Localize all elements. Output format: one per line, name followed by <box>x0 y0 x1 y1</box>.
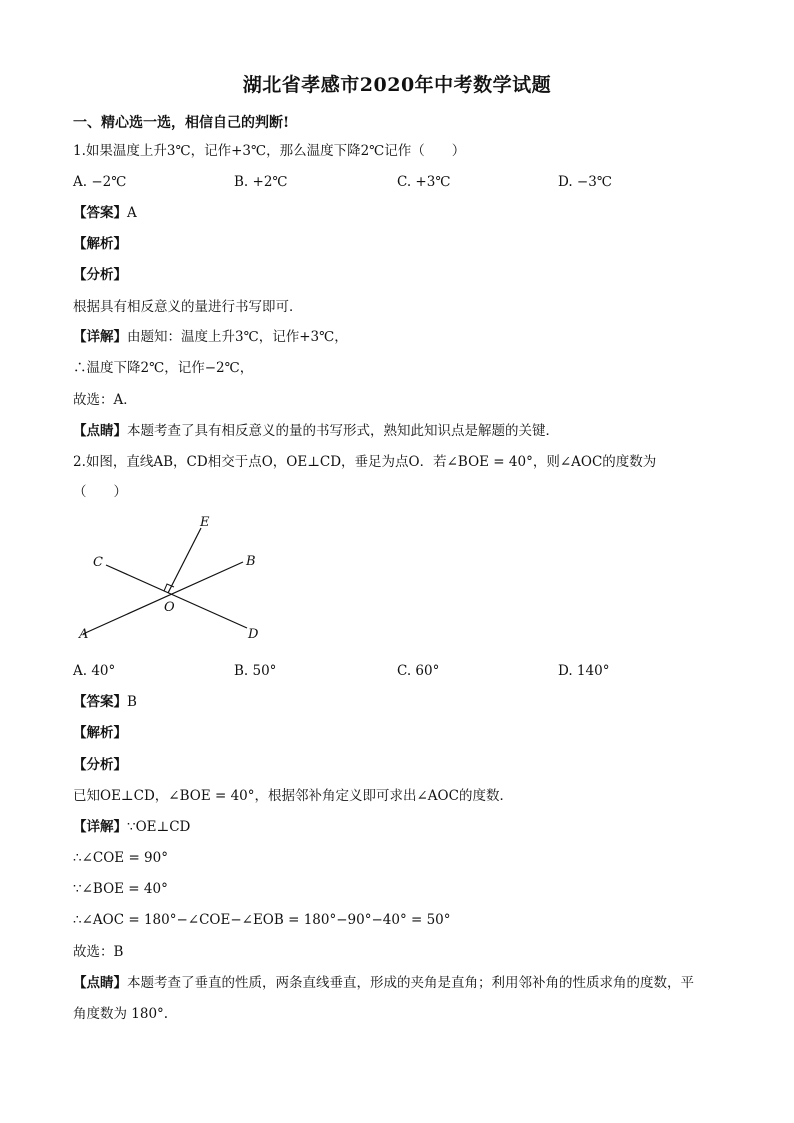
q2-choice: 故选：B <box>73 944 124 960</box>
q1-dianjing <box>73 421 559 441</box>
q2-option-b: B. 50° <box>234 663 277 679</box>
q2-step-3: ∴∠AOC = 180°−∠COE−∠EOB = 180°−90°−40° = 50° <box>73 912 451 928</box>
q1-option-c: C. +3℃ <box>397 174 451 190</box>
line-cd <box>106 565 247 628</box>
q2-stem: 2.如图，直线AB，CD相交于点O，OE⊥CD，垂足为点O．若∠BOE = 40°，则∠AOC的度数为 <box>73 454 657 470</box>
q2-option-c: C. 60° <box>397 663 440 679</box>
q2-option-a: A. 40° <box>73 663 116 679</box>
q2-jiexi-tag: 【解析】 <box>73 725 127 741</box>
q1-option-d: D. −3℃ <box>558 174 612 190</box>
q1-option-b: B. +2℃ <box>234 174 288 190</box>
dianjing-tag: 【点睛】 <box>73 975 127 991</box>
q1-step: ∴温度下降2℃，记作−2℃， <box>73 360 254 376</box>
xiangjie-text: ∵OE⊥CD <box>127 819 191 835</box>
line-ab <box>83 562 243 634</box>
answer-tag: 【答案】 <box>73 694 127 710</box>
page-title: 湖北省孝感市2020年中考数学试题 <box>242 74 552 96</box>
q2-step-1: ∴∠COE = 90° <box>73 850 168 866</box>
answer-tag: 【答案】 <box>73 205 127 221</box>
q1-xiangjie <box>73 327 348 347</box>
q1-stem: 1.如果温度上升3℃，记作+3℃，那么温度下降2℃记作（ ） <box>73 143 466 159</box>
q2-step-2: ∵∠BOE = 40° <box>73 881 168 897</box>
xiangjie-tag: 【详解】 <box>73 819 127 835</box>
q1-fenxi: 根据具有相反意义的量进行书写即可． <box>73 299 303 315</box>
q2-fenxi-tag: 【分析】 <box>73 757 127 773</box>
xiangjie-text: 由题知：温度上升3℃，记作+3℃， <box>127 329 348 345</box>
xiangjie-tag: 【详解】 <box>73 329 127 345</box>
label-o: O <box>164 600 175 615</box>
label-b: B <box>246 554 256 569</box>
q2-fenxi: 已知OE⊥CD，∠BOE = 40°，根据邻补角定义即可求出∠AOC的度数． <box>73 788 513 804</box>
label-c: C <box>93 555 103 570</box>
q1-fenxi-tag: 【分析】 <box>73 267 127 283</box>
q1-jiexi-tag: 【解析】 <box>73 236 127 252</box>
answer-value: A <box>127 205 137 221</box>
q1-choice: 故选：A． <box>73 392 137 408</box>
q2-xiangjie <box>73 817 190 837</box>
q2-dianjing <box>73 973 694 993</box>
section-heading: 一、精心选一选，相信自己的判断! <box>73 115 290 131</box>
label-a: A <box>79 627 89 642</box>
label-e: E <box>200 515 210 530</box>
q2-dianjing-cont: 角度数为 180°. <box>73 1006 169 1022</box>
dianjing-tag: 【点睛】 <box>73 423 127 439</box>
q1-answer <box>73 203 137 223</box>
answer-value: B <box>127 694 137 710</box>
q1-option-a: A. −2℃ <box>73 174 127 190</box>
q2-option-d: D. 140° <box>558 663 610 679</box>
q2-stem-paren: （ ） <box>73 484 127 500</box>
dianjing-text: 本题考查了具有相反意义的量的书写形式，熟知此知识点是解题的关键． <box>127 423 559 439</box>
q2-answer <box>73 692 137 712</box>
geometry-figure <box>73 510 293 645</box>
dianjing-text: 本题考查了垂直的性质，两条直线垂直，形成的夹角是直角；利用邻补角的性质求角的度数，平 <box>127 975 694 991</box>
label-d: D <box>248 627 259 642</box>
